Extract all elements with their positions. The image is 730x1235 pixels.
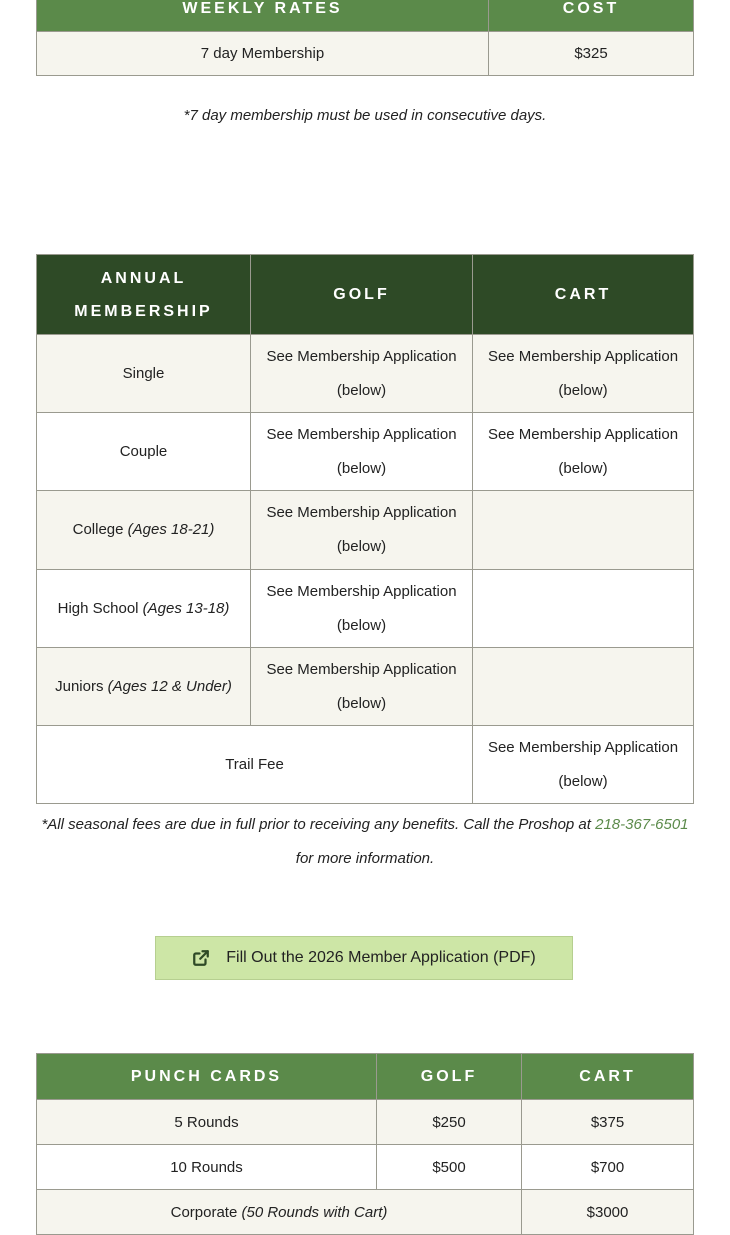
- proshop-phone-link[interactable]: 218-367-6501: [595, 816, 689, 833]
- punch-cards-header: PUNCH CARDS: [37, 1054, 377, 1100]
- cart-header: CART: [473, 255, 694, 335]
- row-label-trail-fee: Trail Fee: [37, 726, 473, 804]
- college-cart-cell: [473, 491, 694, 570]
- punch-row-cart: $375: [522, 1100, 694, 1145]
- high-school-cart-cell: [473, 570, 694, 648]
- cost-header: COST: [489, 0, 694, 32]
- annual-membership-table: [36, 254, 694, 804]
- corporate-row-price: $3000: [522, 1190, 694, 1235]
- row-label-juniors: Juniors (Ages 12 & Under): [37, 648, 251, 726]
- seasonal-fees-note: *All seasonal fees are due in full prior to receiving any benefits. Call the Proshop at 218-367-6501 for more information.: [41, 816, 689, 867]
- weekly-row-cost: $325: [489, 32, 694, 76]
- punch-row-golf: $500: [377, 1145, 522, 1190]
- couple-golf-cell: See Membership Application (below): [251, 413, 473, 491]
- annual-header-line1: ANNUAL: [100, 269, 187, 287]
- row-label-single: Single: [37, 335, 251, 413]
- trail-fee-cart-cell: See Membership Application (below): [473, 726, 694, 804]
- punch-row-cart: $700: [522, 1145, 694, 1190]
- juniors-cart-cell: [473, 648, 694, 726]
- single-cart-cell: See Membership Application (below): [473, 335, 694, 413]
- row-label-couple: Couple: [37, 413, 251, 491]
- annual-header-line2: MEMBERSHIP: [74, 302, 213, 320]
- weekly-rates-header: WEEKLY RATES: [37, 0, 489, 32]
- corporate-row-label: Corporate (50 Rounds with Cart): [37, 1190, 522, 1235]
- punch-row-golf: $250: [377, 1100, 522, 1145]
- punch-golf-header: GOLF: [377, 1054, 522, 1100]
- college-golf-cell: See Membership Application (below): [251, 491, 473, 570]
- member-application-button[interactable]: [155, 936, 573, 980]
- single-golf-cell: See Membership Application (below): [251, 335, 473, 413]
- weekly-row-label: 7 day Membership: [37, 32, 489, 76]
- weekly-note: *7 day membership must be used in consecutive days.: [183, 107, 547, 124]
- annual-membership-header: [37, 255, 251, 335]
- external-link-icon: [192, 949, 210, 967]
- weekly-rates-table: [36, 0, 694, 76]
- row-label-high-school: High School (Ages 13-18): [37, 570, 251, 648]
- golf-header: GOLF: [251, 255, 473, 335]
- juniors-golf-cell: See Membership Application (below): [251, 648, 473, 726]
- high-school-golf-cell: See Membership Application (below): [251, 570, 473, 648]
- couple-cart-cell: See Membership Application (below): [473, 413, 694, 491]
- punch-cards-table: [36, 1053, 694, 1235]
- punch-row-label: 5 Rounds: [37, 1100, 377, 1145]
- member-application-label: Fill Out the 2026 Member Application (PDF): [226, 949, 536, 966]
- row-label-college: College (Ages 18-21): [37, 491, 251, 570]
- punch-row-label: 10 Rounds: [37, 1145, 377, 1190]
- punch-cart-header: CART: [522, 1054, 694, 1100]
